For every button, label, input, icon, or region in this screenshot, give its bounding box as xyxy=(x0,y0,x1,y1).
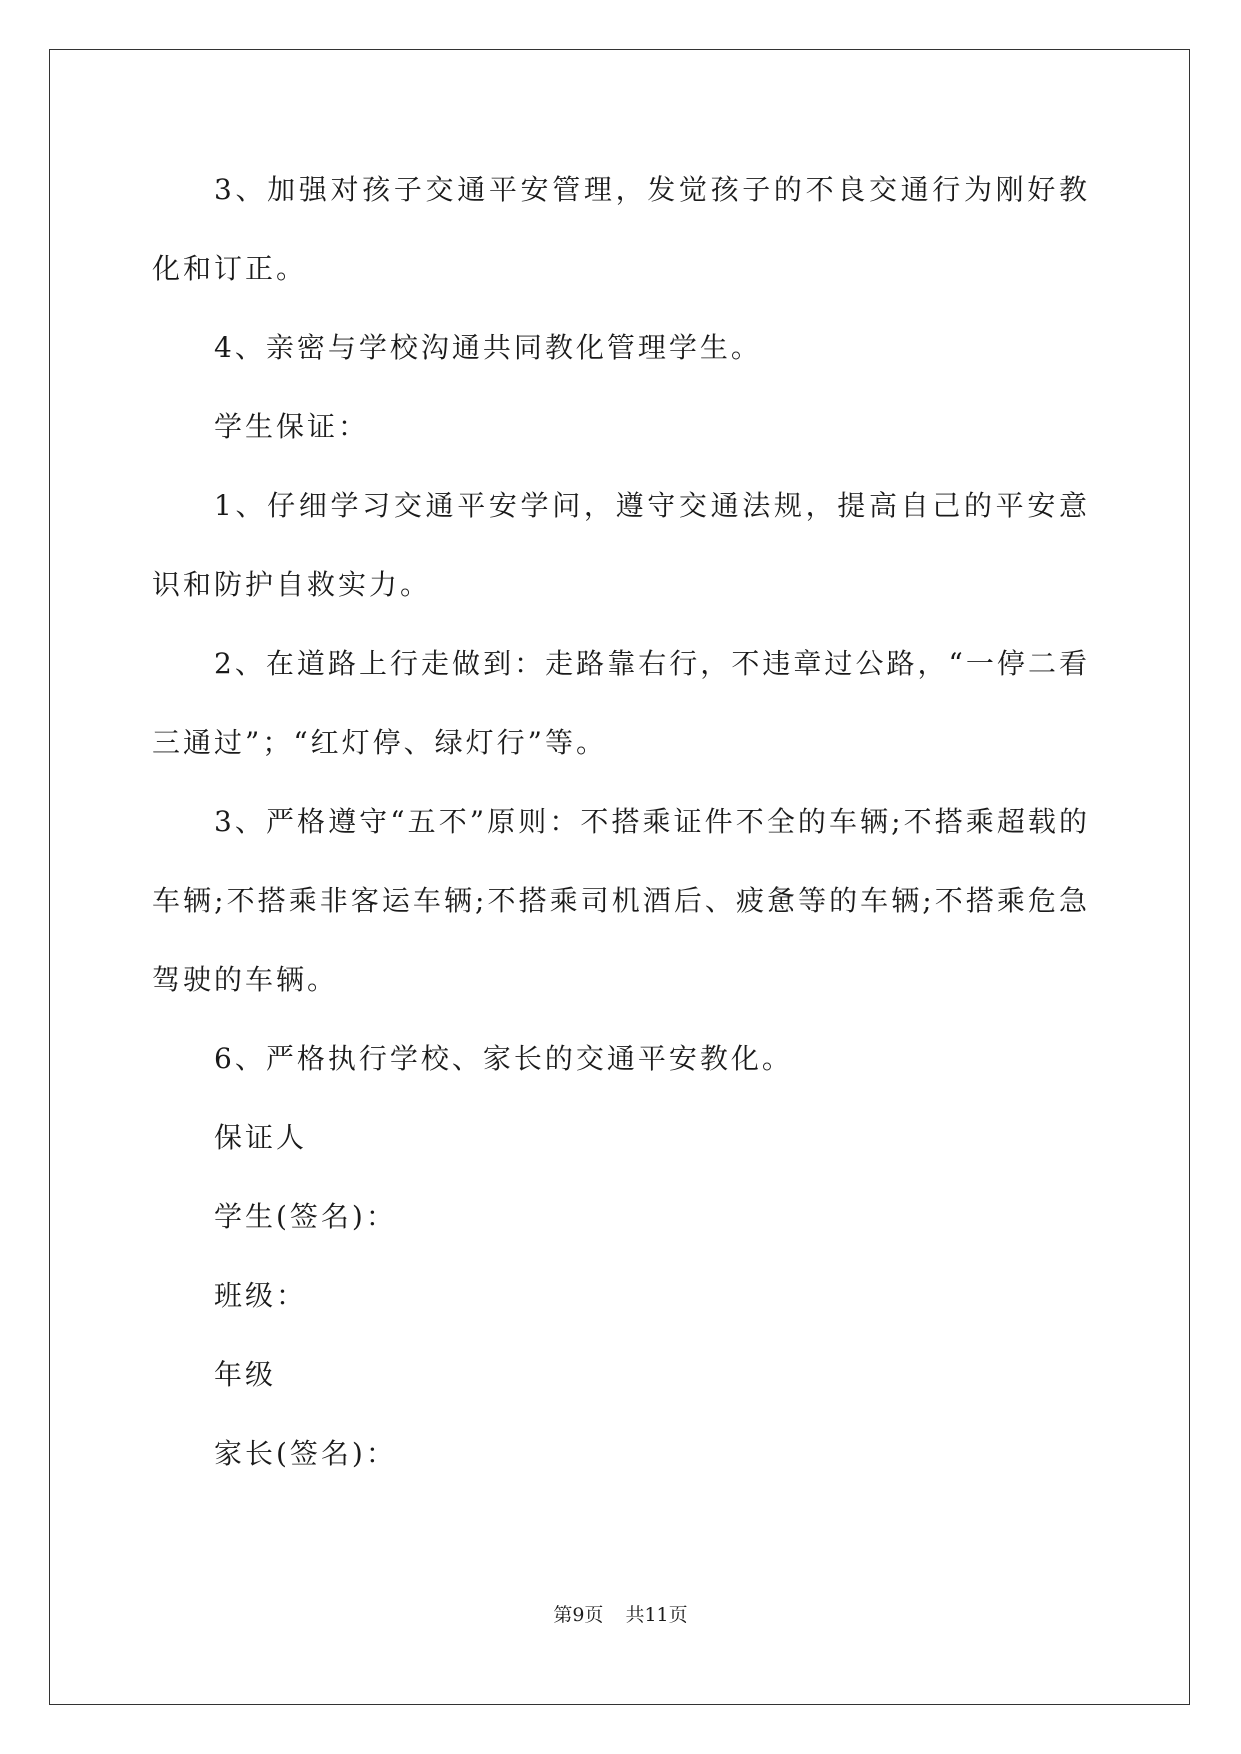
paragraph-parent-item-4: 4、亲密与学校沟通共同教化管理学生。 xyxy=(214,331,762,364)
page-footer xyxy=(0,1600,1241,1627)
class-label: 班级： xyxy=(214,1279,308,1312)
section-heading-student-pledge: 学生保证： xyxy=(214,410,370,443)
parent-signature-label: 家长(签名)： xyxy=(214,1437,397,1470)
guarantor-label: 保证人 xyxy=(214,1121,308,1154)
page-number-total: 共11页 xyxy=(625,1604,688,1626)
paragraph-student-item-3: 3、严格遵守“五不”原则：不搭乘证件不全的车辆;不搭乘超载的车辆;不搭乘非客运车辆;不搭乘司机酒后、疲惫等的车辆;不搭乘危急驾驶的车辆。 xyxy=(152,805,1090,996)
paragraph-student-item-1: 1、仔细学习交通平安学问，遵守交通法规，提高自己的平安意识和防护自救实力。 xyxy=(152,489,1090,601)
page-number-current: 第9页 xyxy=(553,1604,604,1626)
paragraph-parent-item-3: 3、加强对孩子交通平安管理，发觉孩子的不良交通行为刚好教化和订正。 xyxy=(152,173,1090,285)
grade-label: 年级 xyxy=(214,1358,277,1391)
paragraph-student-item-2: 2、在道路上行走做到：走路靠右行，不违章过公路，“一停二看三通过”；“红灯停、绿灯行”等。 xyxy=(152,647,1090,759)
document-body xyxy=(152,150,1090,1493)
paragraph-student-item-6: 6、严格执行学校、家长的交通平安教化。 xyxy=(214,1042,793,1075)
student-signature-label: 学生(签名)： xyxy=(214,1200,397,1233)
